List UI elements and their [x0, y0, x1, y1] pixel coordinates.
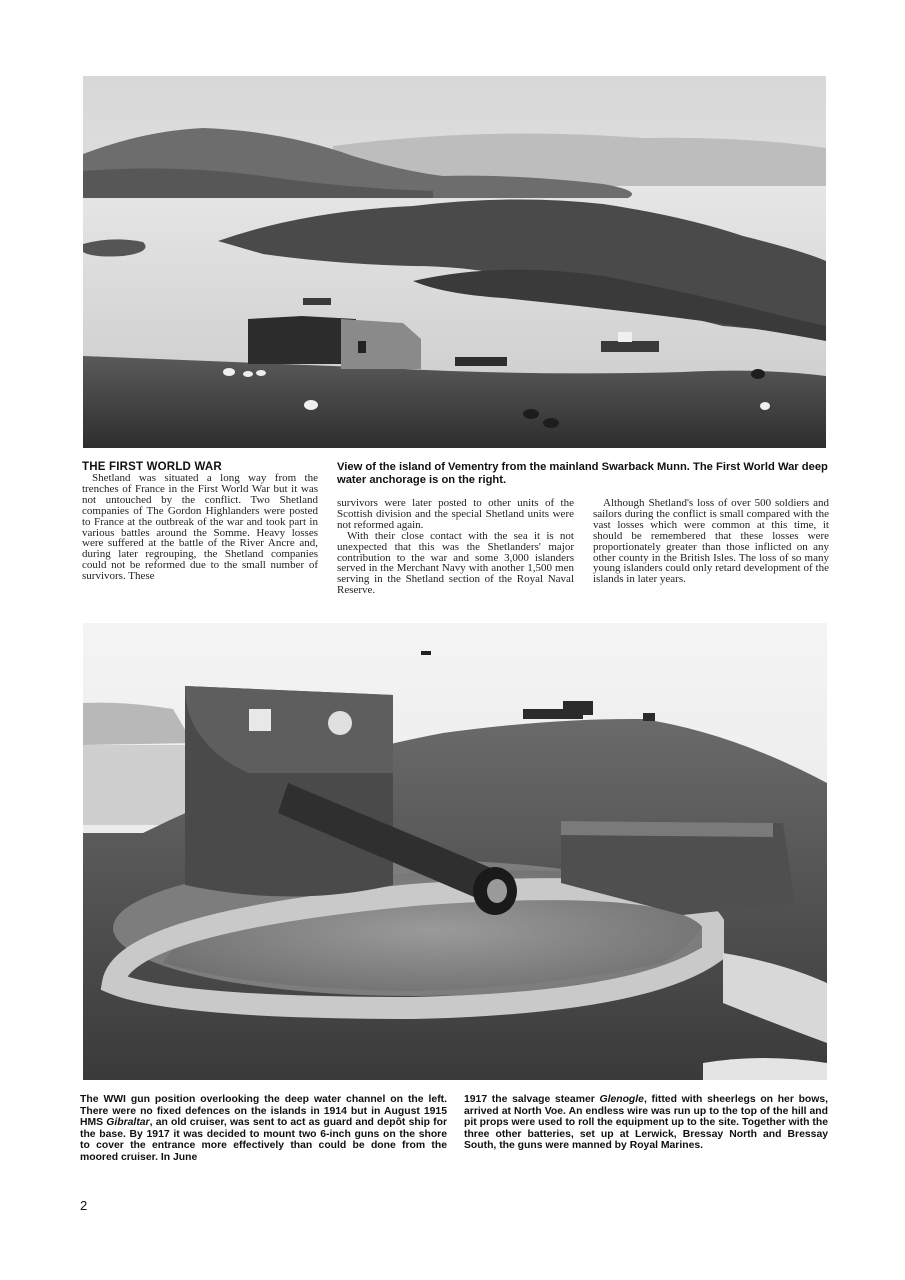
ship-name-gibraltar: Gibraltar: [106, 1117, 150, 1129]
bottom-caption-right-part-2: , fitted with sheerlegs on her bows, arrived at North Voe. An endless wire was run up to the top of the hill and pit props were used to roll the equipment up to the site. Together with the three other batteries, set up at Lerwick, Bressay North and Bressay South, the guns were manned by Royal Marines.: [464, 1094, 829, 1152]
bottom-caption-right: [464, 1094, 828, 1152]
page-number: 2: [80, 1198, 88, 1213]
section-heading: THE FIRST WORLD WAR: [82, 461, 222, 473]
body-column-2: [337, 498, 574, 596]
bottom-caption-left-part-1: The WWI gun position overlooking the deep water channel on the left. There were no fixed defences on the islands in 1914 but in August 1915 HMS: [80, 1094, 447, 1129]
body-column-3: [593, 498, 829, 585]
column-3-paragraph: Although Shetland's loss of over 500 soldiers and sailors during the conflict is small compared with the vast losses which were common at this time, it should be remembered that these losses were proportionately greater than those inflicted on any other county in the British Isles. The loss of so many young islanders could only retard development of the islands in later years.: [593, 497, 829, 586]
column-2-paragraph-1: survivors were later posted to other units of the Scottish division and the special Shetland units were not reformed again.: [337, 497, 574, 531]
gun-position-photo: [83, 623, 827, 1080]
column-2-paragraph-2: With their close contact with the sea it is not unexpected that this was the Shetlanders' major contribution to the war and some 3,000 islanders served in the Merchant Navy with another 1,500 men serving in the Shetland section of the Royal Naval Reserve.: [337, 529, 574, 597]
bottom-caption-left-part-2: , an old cruiser, was sent to act as guard and depôt ship for the base. By 1917 it was decided to mount two 6-inch guns on the shore to cover the entrance more effectively than could be done from the moored cruiser. In June: [80, 1117, 447, 1163]
gun-position-illustration: [83, 623, 827, 1080]
body-column-1: [82, 473, 318, 582]
bottom-caption-right-part-1: 1917 the salvage steamer: [464, 1094, 600, 1105]
ship-name-glenogle: Glenogle: [599, 1094, 644, 1105]
bottom-caption-left: [80, 1094, 447, 1164]
column-1-paragraph: Shetland was situated a long way from the trenches of France in the First World War but it was not untouched by the conflict. Two Shetland companies of The Gordon Highlanders were posted to France at the outbreak of the war and took part in various battles around the Somme. Heavy losses were suffered at the battle of the River Ancre and, during later regrouping, the Shetland companies could not be reformed due to the small number of survivors. These: [82, 472, 318, 583]
vementry-landscape-photo: [83, 76, 826, 448]
top-photo-caption: View of the island of Vementry from the mainland Swarback Munn. The First World War deep water anchorage is on the right.: [337, 461, 828, 486]
vementry-landscape-illustration: [83, 76, 826, 448]
